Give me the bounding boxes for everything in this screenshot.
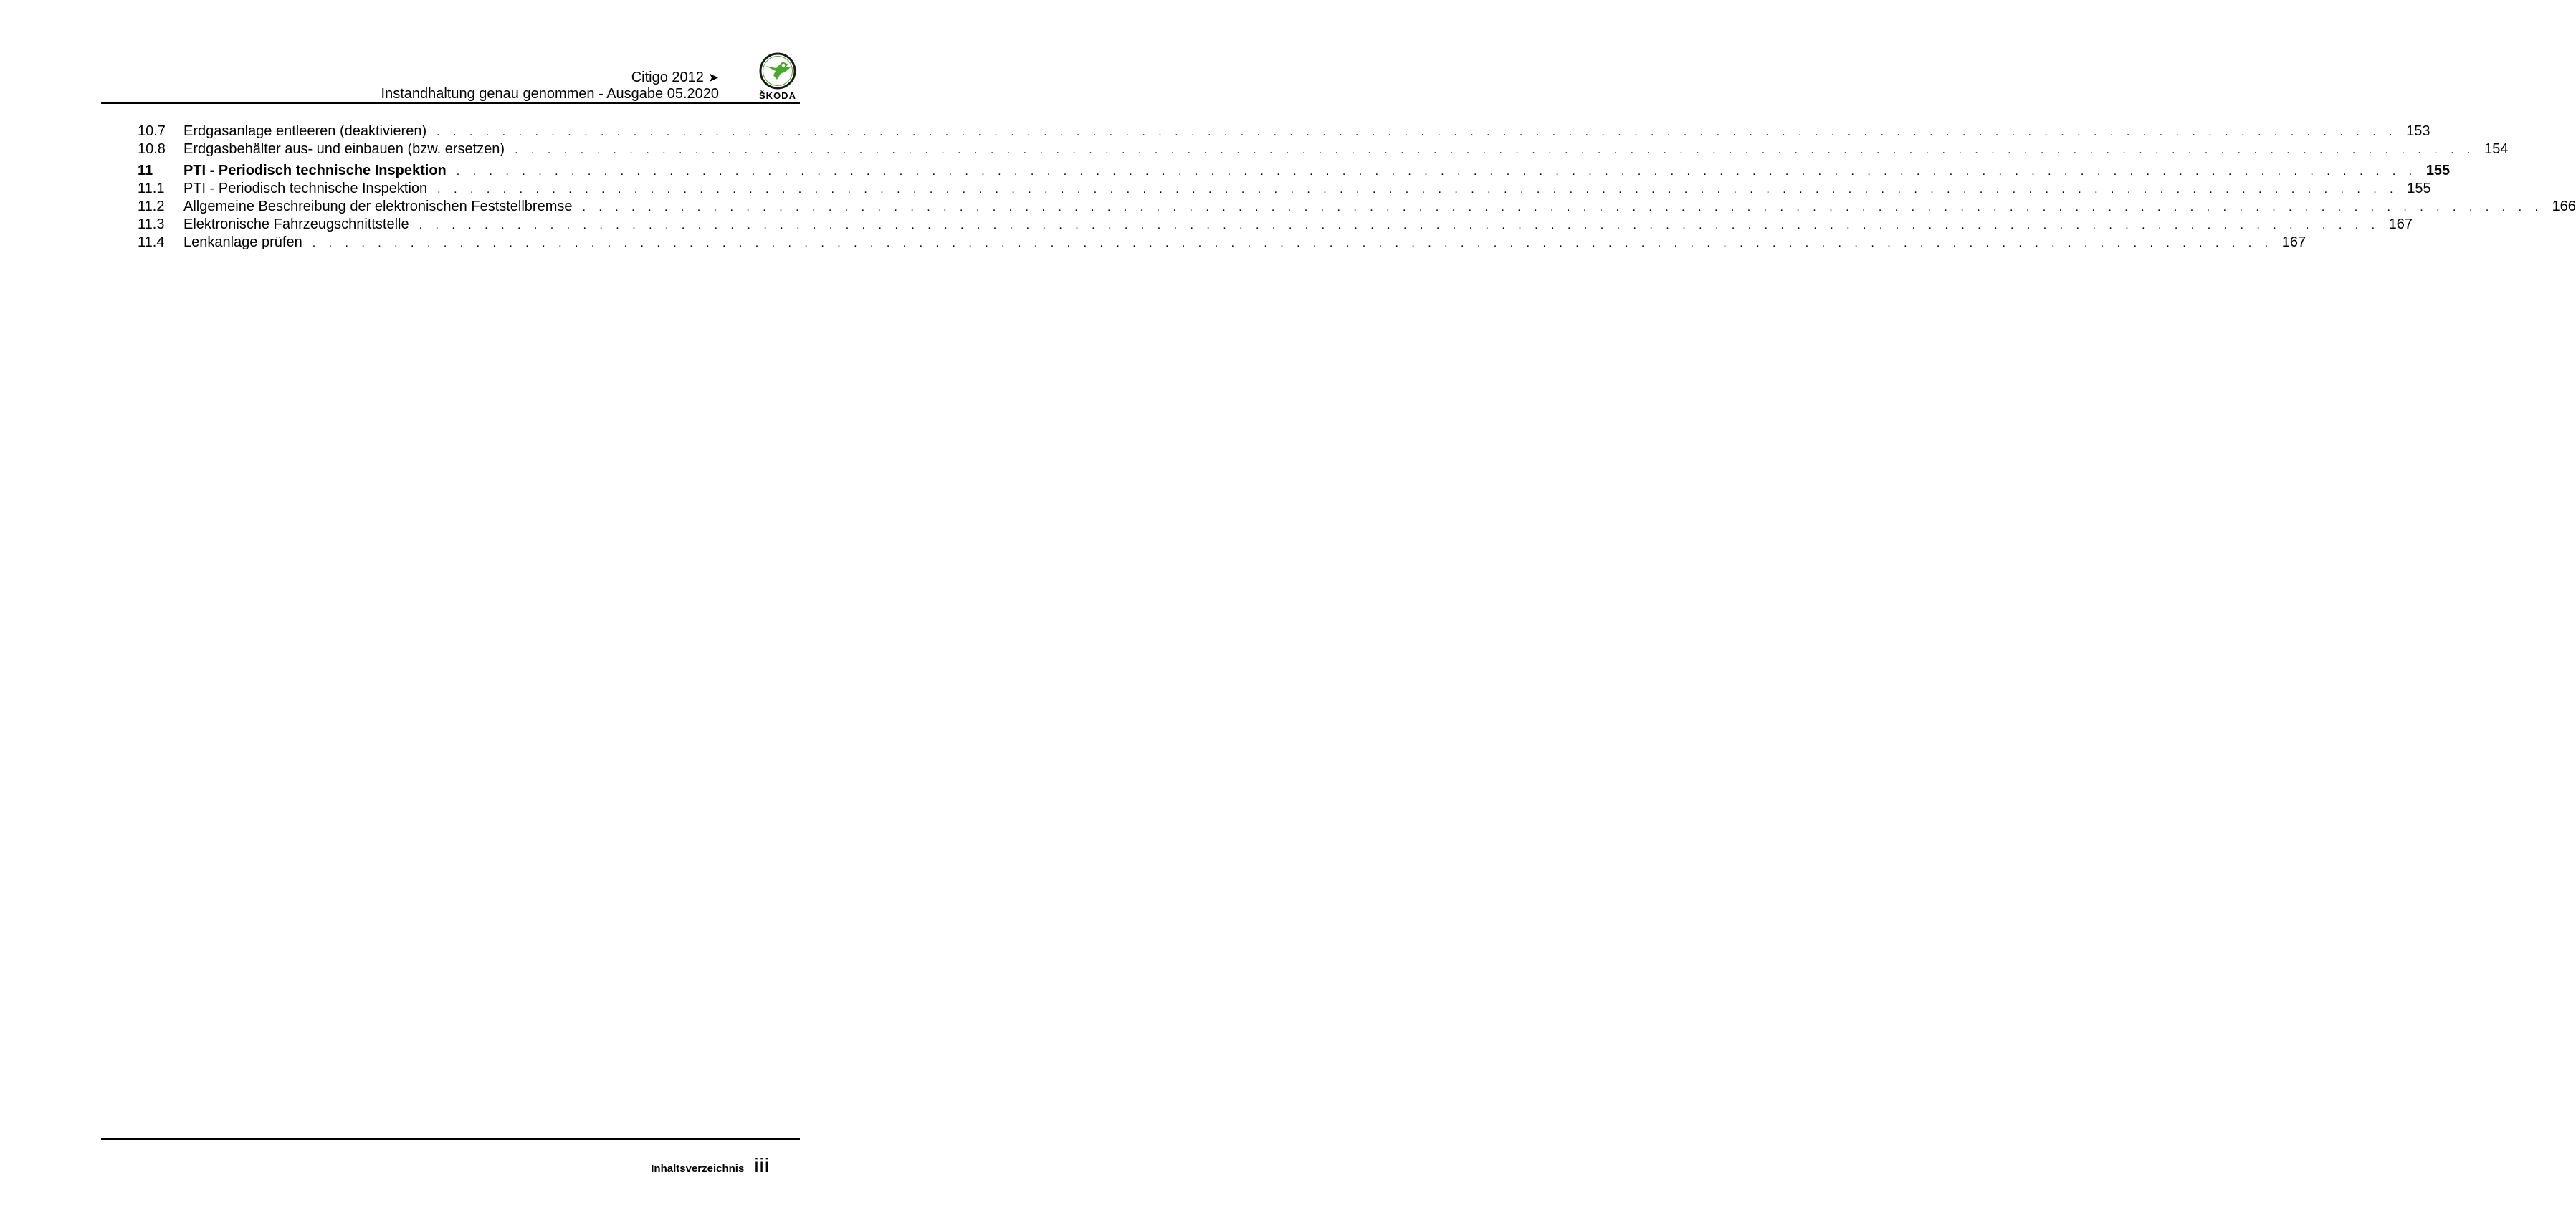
footer-page-number: iii bbox=[754, 1154, 770, 1176]
toc-entry[interactable] bbox=[138, 123, 2430, 140]
toc-entry-line bbox=[183, 216, 2413, 234]
dot-leader: . . . . . . . . . . . . . . . . . . . . . . . . . . . . . . . . . . . . . . . . . . . . . . . . . . . . . . . . . . . . . . . . . . . . . . . . . . . . . . . . . . . . . . . . . . . . . . . . . . . . . . . . . . . . . . . . . . . . . . . . bbox=[515, 144, 2476, 156]
toc-entry-number: 10.7 bbox=[138, 123, 166, 139]
toc-entry-page[interactable]: 166 bbox=[2552, 199, 2576, 214]
dot-leader: . . . . . . . . . . . . . . . . . . . . . . . . . . . . . . . . . . . . . . . . . . . . . . . . . . . . . . . . . . . . . . . . . . . . . . . . . . . . . . . . . . . . . . . . . . . . . . . . . . . . . . . . . . . . . . . . . . . . . . . . bbox=[456, 166, 2418, 178]
toc-entry-line bbox=[183, 162, 2451, 181]
toc-entry-number: 11 bbox=[138, 163, 153, 178]
toc-entry-title[interactable]: Lenkanlage prüfen bbox=[183, 234, 313, 252]
toc-entry-line bbox=[183, 198, 2576, 216]
toc-entry-title[interactable]: PTI - Periodisch technische Inspektion bbox=[183, 162, 457, 180]
toc-entry-title[interactable]: PTI - Periodisch technische Inspektion bbox=[183, 180, 437, 198]
toc-entry-title[interactable]: Elektronische Fahrzeugschnittstelle bbox=[183, 216, 419, 234]
header-model-text: Citigo 2012 bbox=[631, 70, 704, 85]
dot-leader: . . . . . . . . . . . . . . . . . . . . . . . . . . . . . . . . . . . . . . . . . . . . . . . . . . . . . . . . . . . . . . . . . . . . . . . . . . . . . . . . . . . . . . . . . . . . . . . . . . . . . . . . . . . . . . . . . . . . . . . . bbox=[582, 201, 2543, 214]
dot-leader: . . . . . . . . . . . . . . . . . . . . . . . . . . . . . . . . . . . . . . . . . . . . . . . . . . . . . . . . . . . . . . . . . . . . . . . . . . . . . . . . . . . . . . . . . . . . . . . . . . . . . . . . . . . . . . . . . . . . . . . . bbox=[419, 219, 2380, 232]
footer bbox=[651, 1155, 770, 1175]
table-of-contents bbox=[138, 123, 2576, 252]
toc-entry-number: 11.1 bbox=[138, 181, 165, 196]
toc-entry[interactable] bbox=[138, 198, 2576, 216]
toc-entry[interactable] bbox=[138, 162, 2451, 180]
header-divider bbox=[101, 102, 800, 104]
toc-entry-title[interactable]: Erdgasbehälter aus- und einbauen (bzw. ersetzen) bbox=[183, 140, 515, 158]
header-model bbox=[631, 70, 719, 85]
arrow-right-icon: ➤ bbox=[707, 70, 719, 85]
toc-entry-page[interactable]: 153 bbox=[2406, 123, 2430, 139]
toc-entry[interactable] bbox=[138, 216, 2413, 234]
toc-entry-page[interactable]: 155 bbox=[2407, 181, 2431, 196]
toc-entry-page[interactable]: 167 bbox=[2388, 216, 2413, 232]
toc-entry[interactable] bbox=[138, 180, 2431, 198]
toc-entry-line bbox=[183, 123, 2430, 141]
toc-entry[interactable] bbox=[138, 140, 2509, 158]
dot-leader: . . . . . . . . . . . . . . . . . . . . . . . . . . . . . . . . . . . . . . . . . . . . . . . . . . . . . . . . . . . . . . . . . . . . . . . . . . . . . . . . . . . . . . . . . . . . . . . . . . . . . . . . . . . . . . . . . . . . . . . . bbox=[437, 126, 2398, 138]
footer-divider bbox=[101, 1138, 800, 1140]
footer-section-label: Inhaltsverzeichnis bbox=[651, 1163, 745, 1175]
toc-entry-number: 11.4 bbox=[138, 234, 165, 250]
toc-entry-page[interactable]: 154 bbox=[2484, 141, 2509, 157]
dot-leader: . . . . . . . . . . . . . . . . . . . . . . . . . . . . . . . . . . . . . . . . . . . . . . . . . . . . . . . . . . . . . . . . . . . . . . . . . . . . . . . . . . . . . . . . . . . . . . . . . . . . . . . . . . . . . . . . . . . . . . . . bbox=[437, 183, 2398, 196]
toc-entry-number: 11.2 bbox=[138, 199, 165, 214]
toc-entry-line bbox=[183, 180, 2431, 199]
toc-entry-line bbox=[183, 234, 2307, 252]
toc-entry-line bbox=[183, 140, 2509, 159]
skoda-wordmark: ŠKODA bbox=[759, 90, 796, 101]
toc-entry-page[interactable]: 167 bbox=[2281, 234, 2307, 250]
toc-entry-number: 11.3 bbox=[138, 216, 165, 232]
dot-leader: . . . . . . . . . . . . . . . . . . . . . . . . . . . . . . . . . . . . . . . . . . . . . . . . . . . . . . . . . . . . . . . . . . . . . . . . . . . . . . . . . . . . . . . . . . . . . . . . . . . . . . . . . . . . . . . . . . . . . . . . bbox=[312, 237, 2274, 249]
toc-entry-title[interactable]: Erdgasanlage entleeren (deaktivieren) bbox=[183, 123, 437, 140]
toc-entry-page[interactable]: 155 bbox=[2425, 163, 2451, 178]
toc-entry[interactable] bbox=[138, 234, 2307, 252]
header-subtitle: Instandhaltung genau genommen - Ausgabe 05.2020 bbox=[381, 86, 719, 102]
toc-entry-number: 10.8 bbox=[138, 141, 166, 157]
toc-entry-title[interactable]: Allgemeine Beschreibung der elektronischen Feststellbremse bbox=[183, 198, 583, 216]
